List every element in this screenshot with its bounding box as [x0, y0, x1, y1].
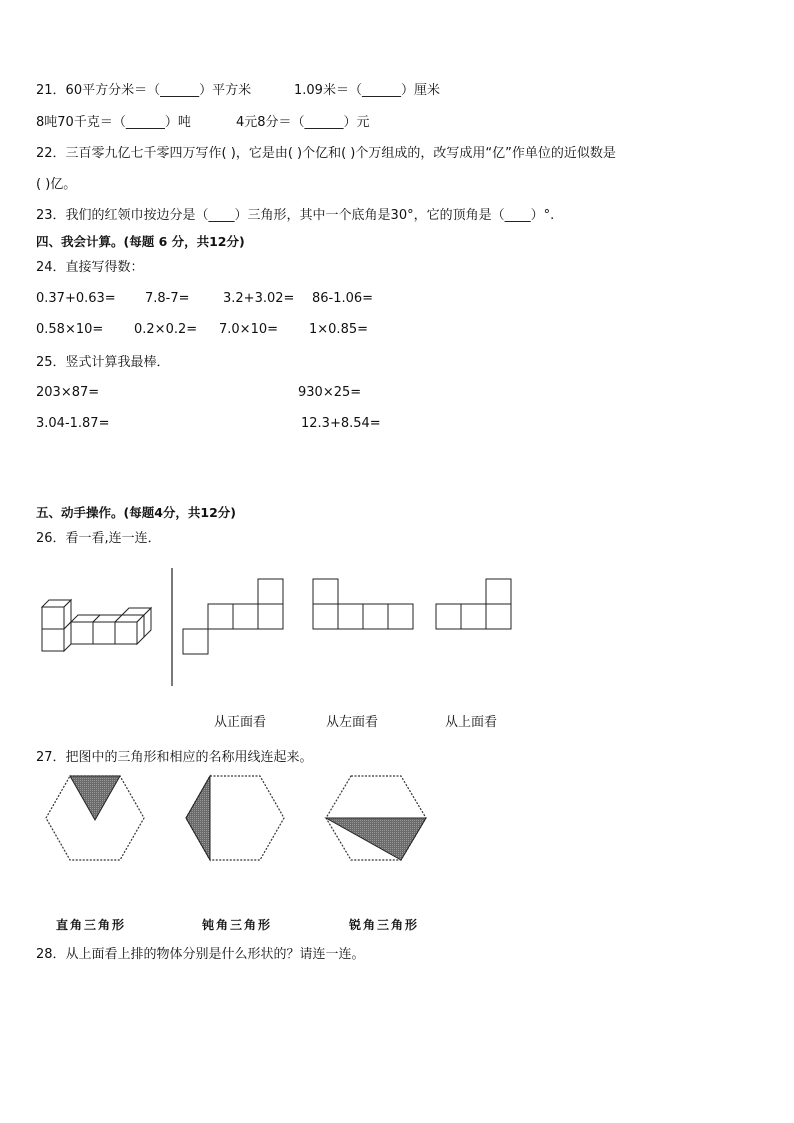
view-shape-c — [436, 579, 511, 629]
hexagon-2 — [186, 776, 284, 860]
view-label-front: 从正面看 — [214, 715, 267, 730]
q23-text: 23．我们的红领巾按边分是（____）三角形，其中一个底角是30°，它的顶角是（____）°. — [36, 208, 555, 223]
q27-figure — [36, 770, 446, 870]
q24-title: 24．直接写得数： — [36, 260, 144, 275]
section4-title: 四、我会计算。(每题 6 分，共12分) — [36, 234, 245, 249]
q24-r1c2: 7.8-7= — [145, 291, 190, 306]
q24-r2c2: 0.2×0.2= — [134, 322, 198, 337]
q24-r1c4: 86-1.06= — [312, 291, 374, 306]
q28-title: 28．从上面看上排的物体分别是什么形状的？请连一连。 — [36, 947, 365, 962]
view-shape-b — [313, 579, 413, 629]
q27-title: 27．把图中的三角形和相应的名称用线连起来。 — [36, 750, 313, 765]
q24-r2c1: 0.58×10= — [36, 322, 104, 337]
view-label-left: 从左面看 — [326, 715, 379, 730]
triangle-label-right: 直角三角形 — [56, 918, 127, 932]
q24-r2c3: 7.0×10= — [219, 322, 279, 337]
q25-title: 25．竖式计算我最棒． — [36, 355, 170, 370]
q25-item1: 203×87= — [36, 385, 100, 400]
q26-title: 26．看一看,连一连． — [36, 531, 161, 546]
q22-line2: ( )亿。 — [36, 177, 77, 192]
cube-stack-figure — [42, 600, 151, 651]
hexagon-3 — [326, 776, 426, 860]
hexagon-1 — [46, 776, 144, 860]
q21-line2b: 4元8分＝（______）元 — [236, 115, 370, 130]
q21-line1b: 1.09米＝（______）厘米 — [294, 83, 440, 98]
q25-item4: 12.3+8.54= — [301, 416, 381, 431]
q21-line1a: 21．60平方分米＝（______）平方米 — [36, 83, 252, 98]
q25-item3: 3.04-1.87= — [36, 416, 110, 431]
q26-figure — [36, 565, 536, 690]
q25-item2: 930×25= — [298, 385, 362, 400]
view-label-top: 从上面看 — [445, 715, 498, 730]
section5-title: 五、动手操作。(每题4分，共12分) — [36, 505, 237, 520]
triangle-label-acute: 锐角三角形 — [349, 918, 420, 932]
view-shape-a — [183, 579, 283, 654]
q21-line2a: 8吨70千克＝（______）吨 — [36, 115, 191, 130]
triangle-label-obtuse: 钝角三角形 — [202, 918, 273, 932]
q24-r2c4: 1×0.85= — [309, 322, 369, 337]
q24-r1c3: 3.2+3.02= — [223, 291, 295, 306]
q24-r1c1: 0.37+0.63= — [36, 291, 116, 306]
q22-line1: 22．三百零九亿七千零四万写作( )，它是由( )个亿和( )个万组成的，改写成用“亿”作单位的近似数是 — [36, 146, 616, 161]
